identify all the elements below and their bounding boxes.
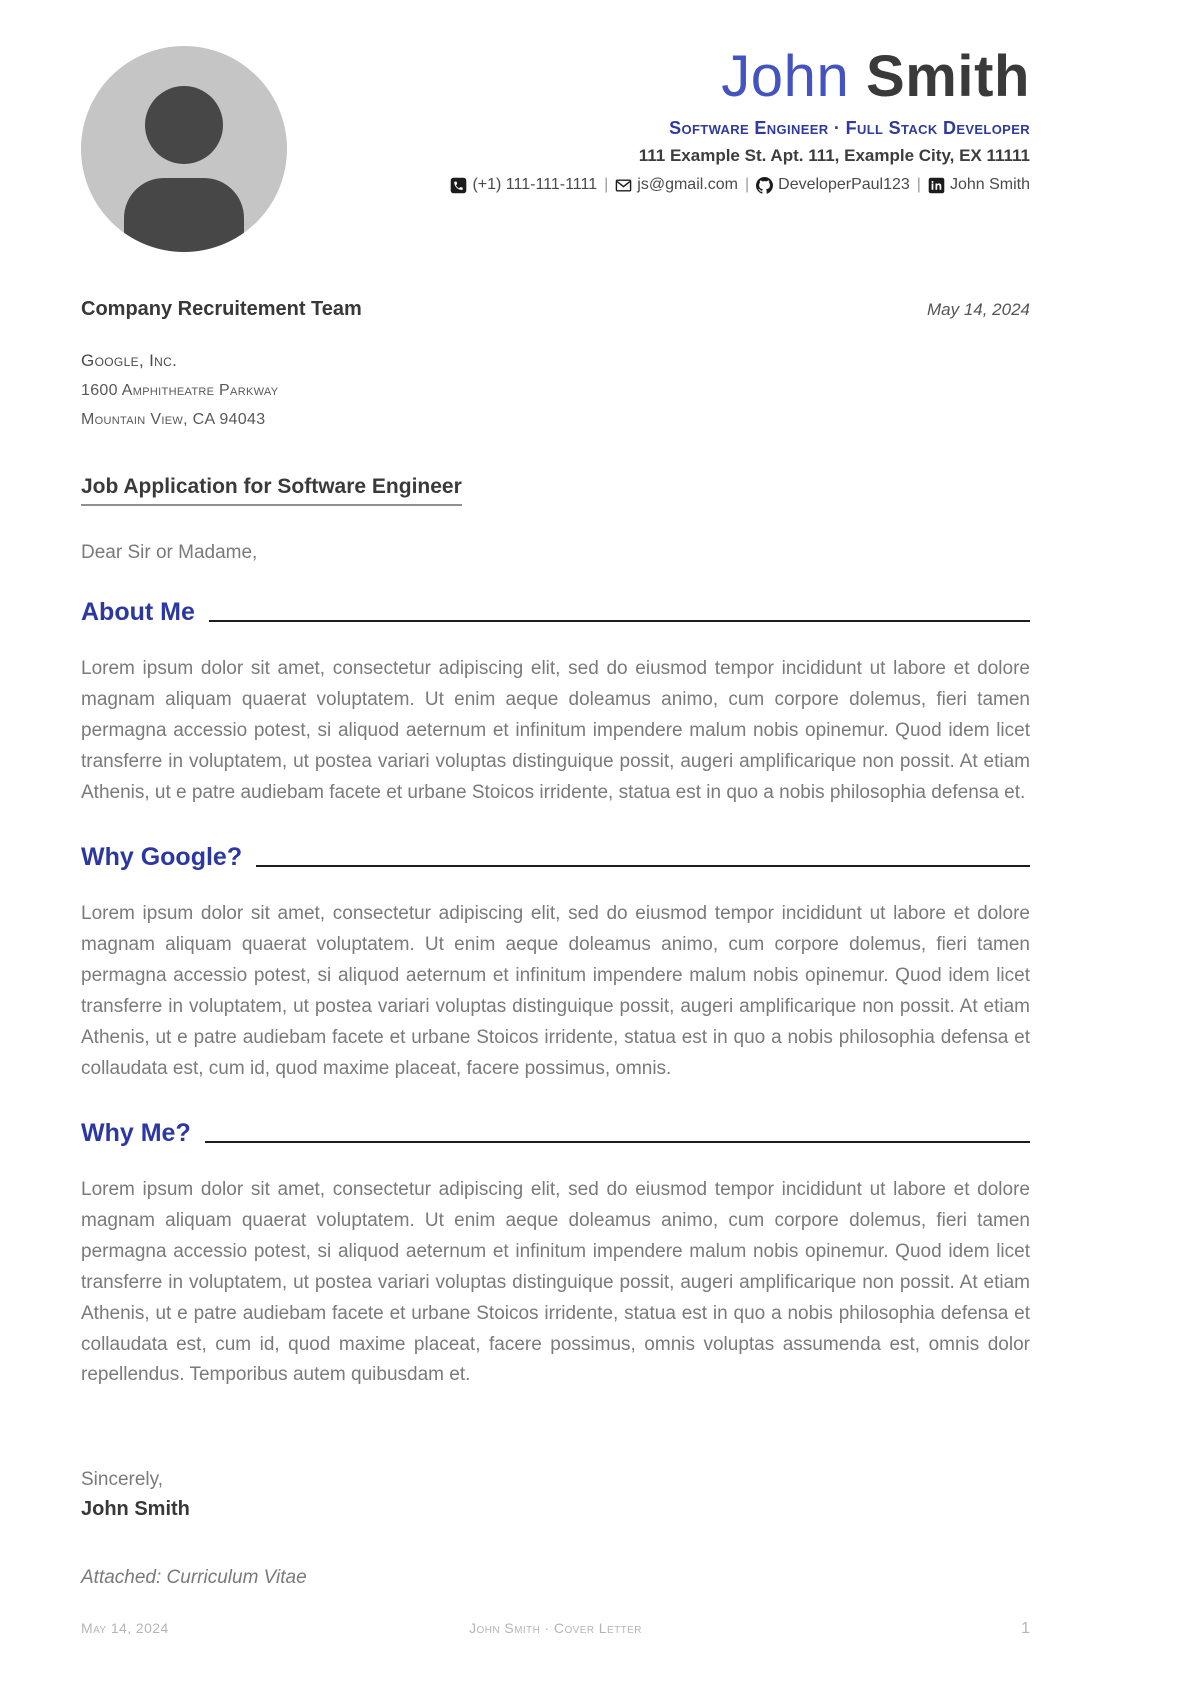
company-name: Google, Inc. xyxy=(81,351,178,370)
page-footer xyxy=(81,1620,1030,1638)
github-link[interactable] xyxy=(756,176,910,194)
person-icon xyxy=(145,86,223,164)
envelope-icon xyxy=(615,177,632,194)
phone-link[interactable] xyxy=(450,176,597,194)
salutation: Dear Sir or Madame, xyxy=(81,542,258,563)
first-name: John xyxy=(721,44,850,109)
phone-square-icon xyxy=(450,177,467,194)
section-heading: Why Me? xyxy=(81,1118,191,1147)
signature-name: John Smith xyxy=(81,1498,190,1521)
person-icon-torso xyxy=(124,178,244,252)
section-body: Lorem ipsum dolor sit amet, consectetur adipiscing elit, sed do eiusmod tempor incididunt ut labore et dolore magnam aliquam quaerat voluptatem. Ut enim aeque doleamus animo, cum corpore dolemus, fieri tamen permagna accessio potest, si aliquod aeternum et infinitum impendere malum nobis opinemur. Quod idem licet transferre in voluptatem, ut postea variari voluptas distinguique possit, augeri amplificarique non possit. At etiam Athenis, ut e patre audiebam facete et urbane Stoicos irridente, statua est in quo a nobis philosophia defensa et. xyxy=(81,658,1030,803)
footer-page-number: 1 xyxy=(1021,1620,1030,1637)
footer-title: John Smith · Cover Letter xyxy=(469,1620,642,1636)
section-about-me xyxy=(81,600,1030,809)
company-street: 1600 Amphitheatre Parkway xyxy=(81,382,279,399)
email-address: js@gmail.com xyxy=(637,176,738,193)
contact-row xyxy=(287,176,1030,194)
section-heading: Why Google? xyxy=(81,842,243,871)
section-heading-row xyxy=(81,600,1030,627)
last-name: Smith xyxy=(865,44,1030,109)
linkedin-icon xyxy=(928,177,945,194)
section-body: Lorem ipsum dolor sit amet, consectetur adipiscing elit, sed do eiusmod tempor incididunt ut labore et dolore magnam aliquam quaerat voluptatem. Ut enim aeque doleamus animo, cum corpore dolemus, fieri tamen permagna accessio potest, si aliquod aeternum et infinitum impendere malum nobis opinemur. Quod idem licet transferre in voluptatem, ut postea variari voluptas distinguique possit, augeri amplificarique non possit. At etiam Athenis, ut e patre audiebam facete et urbane Stoicos irridente, statua est in quo a nobis philosophia defensa et collaudata est, cum id, quod maxime placeat, facere possimus, omnis voluptas assumenda est, omnis dolor repellendus. Temporibus autem quibusdam et. xyxy=(81,1178,1030,1386)
postal-address: 111 Example St. Apt. 111, Example City, EX 11111 xyxy=(638,146,1030,165)
section-body: Lorem ipsum dolor sit amet, consectetur adipiscing elit, sed do eiusmod tempor incididunt ut labore et dolore magnam aliquam quaerat voluptatem. Ut enim aeque doleamus animo, cum corpore dolemus, fieri tamen permagna accessio potest, si aliquod aeternum et infinitum impendere malum nobis opinemur. Quod idem licet transferre in voluptatem, ut postea variari voluptas distinguique possit, augeri amplificarique non possit. At etiam Athenis, ut e patre audiebam facete et urbane Stoicos irridente, statua est in quo a nobis philosophia defensa et collaudata est, cum id, quod maxime placeat, facere possimus, omnis. xyxy=(81,902,1030,1079)
section-why-google xyxy=(81,842,1030,1085)
heading-rule xyxy=(256,865,1030,867)
closing-block xyxy=(81,1469,1030,1521)
job-tagline: Software Engineer · Full Stack Developer xyxy=(669,118,1030,138)
section-heading-row xyxy=(81,842,1030,872)
email-link[interactable] xyxy=(615,176,738,194)
profile-photo-placeholder xyxy=(81,46,287,252)
header xyxy=(81,46,1030,252)
heading-rule xyxy=(205,1141,1030,1143)
linkedin-link[interactable] xyxy=(928,176,1030,194)
separator: | xyxy=(916,176,921,193)
linkedin-name: John Smith xyxy=(949,176,1030,193)
letter-subject: Job Application for Software Engineer xyxy=(81,475,462,506)
github-username: DeveloperPaul123 xyxy=(778,176,910,193)
company-city: Mountain View, CA 94043 xyxy=(81,411,266,428)
phone-number: (+1) 111-111-1111 xyxy=(472,176,598,193)
separator: | xyxy=(744,176,750,193)
letter-date: May 14, 2024 xyxy=(926,300,1030,319)
page-title xyxy=(287,44,1030,109)
heading-rule xyxy=(209,620,1030,622)
separator: | xyxy=(604,176,609,193)
recipient-address-block xyxy=(81,351,1030,429)
identity-block xyxy=(287,46,1030,194)
section-heading: About Me xyxy=(81,598,195,626)
recipient-team: Company Recruitement Team xyxy=(81,298,362,320)
section-heading-row xyxy=(81,1118,1030,1148)
closing-phrase: Sincerely, xyxy=(81,1469,164,1491)
recipient-row xyxy=(81,298,1030,321)
footer-date: May 14, 2024 xyxy=(81,1620,169,1636)
attachment-note: Attached: Curriculum Vitae xyxy=(81,1567,307,1589)
section-why-me xyxy=(81,1118,1030,1392)
subject-wrap xyxy=(81,475,1030,506)
github-icon xyxy=(756,177,773,194)
